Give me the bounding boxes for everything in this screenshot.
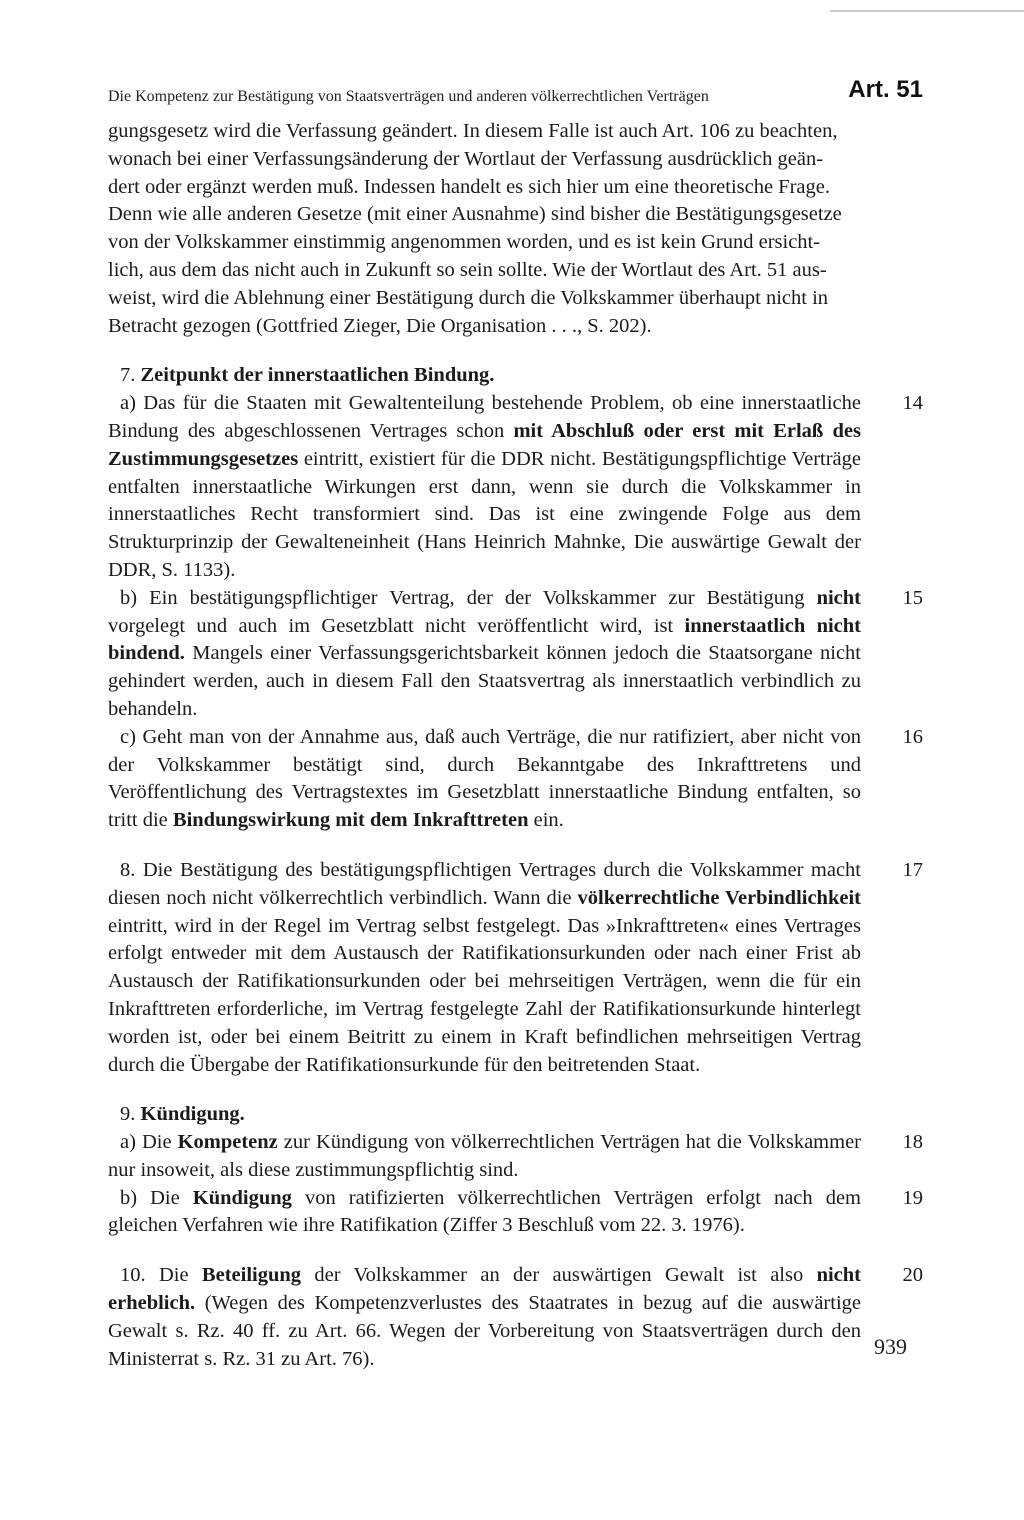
- text-line: gungsgesetz wird die Verfassung geändert. In diesem Falle ist auch Art. 106 zu beachten,: [108, 120, 838, 142]
- emphasis-text: Bindungswirkung mit dem Inkrafttreten: [172, 809, 529, 832]
- margin-number: 17: [902, 858, 923, 881]
- paragraph-7b: [108, 585, 923, 724]
- emphasis-text: oder erst: [643, 419, 726, 442]
- text-line: dert oder ergänzt werden muß. Indessen handelt es sich hier um eine theoretische Frage.: [108, 175, 830, 198]
- emphasis-text: Kündigung: [192, 1186, 292, 1209]
- paragraph-text: c) Geht man von der Annahme aus, daß auch Verträge, die nur ratifiziert, aber nicht von der Volkskammer bestätigt sind, durch Bekanntgabe des Inkrafttretens und Veröffentlichung des Vertragstextes im Gesetzblatt innerstaatliche Bindung entfalten, so tritt die: [108, 725, 861, 832]
- intro-paragraph: [108, 118, 923, 340]
- paragraph-7c: [108, 724, 923, 835]
- paragraph-text: 10. Die: [120, 1264, 189, 1287]
- margin-number: 18: [902, 1131, 923, 1154]
- text-line: lich, aus dem das nicht auch in Zukunft so sein sollte. Wie der Wortlaut des Art. 51 aus-: [108, 258, 827, 281]
- page-body: [108, 118, 923, 1373]
- paragraph-9b: [108, 1185, 923, 1241]
- emphasis-text: nicht erheblich.: [108, 1264, 862, 1315]
- text-line: Betracht gezogen (Gottfried Zieger, Die Organisation . . ., S. 202).: [108, 314, 652, 337]
- emphasis-text: mit Abschluß: [513, 419, 635, 442]
- section-9-heading: [108, 1101, 923, 1129]
- paragraph-text: b) Ein bestätigungspflichtiger Vertrag, der der Volkskammer zur Bestätigung: [120, 586, 805, 609]
- article-label: Art. 51: [848, 76, 923, 103]
- paragraph-text: Mangels einer Verfassungsgerichtsbarkeit können jedoch die Staatsorgane nicht gehindert werden, auch in diesem Fall den Staatsvertrag als innerstaatlich verbindlich zu behandeln.: [108, 642, 861, 720]
- margin-number: 16: [902, 725, 923, 748]
- paragraph-text: 8. Die Bestätigung des bestätigungspflichtigen Vertrages durch die Volkskammer macht diesen noch nicht völkerrechtlich verbindlich. Wann die: [108, 858, 861, 909]
- paragraph-text: a) Das für die Staaten mit Gewaltenteilung bestehende Problem, ob eine innerstaatliche Bindung des abgeschlossenen Vertrages schon: [108, 392, 861, 442]
- margin-number: 15: [902, 586, 923, 609]
- paragraph-8: [108, 857, 923, 1079]
- paragraph-text: zur Kündigung von völkerrechtlichen Verträgen hat die Volkskammer nur insoweit, als diese zustimmungspflichtig sind.: [108, 1131, 862, 1181]
- section-heading: Zeitpunkt der innerstaatlichen Bindung.: [140, 364, 495, 387]
- section-heading: Kündigung.: [140, 1103, 245, 1126]
- paragraph-text: ein.: [533, 809, 564, 832]
- emphasis-text: Kompetenz: [177, 1131, 278, 1154]
- margin-number: 19: [902, 1186, 923, 1209]
- emphasis-text: völkerrechtliche Verbindlichkeit: [577, 886, 861, 909]
- emphasis-text: mit Erlaß des Zustimmungsgesetzes: [108, 419, 862, 470]
- paragraph-text: (Wegen des Kompetenzverlustes des Staatrates in bezug auf die auswärtige Gewalt s. Rz. 40 ff. zu Art. 66. Wegen der Vorbereitung von Staatsverträgen durch den Ministerrat s. Rz. 31 zu Art. 76).: [108, 1292, 861, 1370]
- text-line: Denn wie alle anderen Gesetze (mit einer Ausnahme) sind bisher die Bestätigungsgesetze: [108, 203, 842, 226]
- text-line: wonach bei einer Verfassungsänderung der Wortlaut der Verfassung ausdrücklich geän-: [108, 147, 824, 170]
- emphasis-text: innerstaatlich nicht bindend.: [108, 614, 861, 665]
- section-number: 7.: [120, 364, 136, 387]
- margin-number: 20: [902, 1264, 923, 1287]
- page-number: 939: [874, 1334, 907, 1359]
- top-edge-rule: [830, 10, 1024, 12]
- paragraph-text: der Volkskammer an der auswärtigen Gewalt ist also: [314, 1264, 804, 1287]
- paragraph-7a: [108, 390, 923, 585]
- emphasis-text: Beteiligung: [201, 1264, 302, 1287]
- paragraph-10: [108, 1262, 923, 1373]
- paragraph-text: a) Die: [120, 1131, 172, 1154]
- running-title: Die Kompetenz zur Bestätigung von Staatsverträgen und anderen völkerrechtlichen Verträgen: [108, 88, 709, 105]
- emphasis-text: nicht: [816, 586, 862, 609]
- paragraph-text: von ratifizierten völkerrechtlichen Verträgen erfolgt nach dem gleichen Verfahren wie ihre Ratifikation (Ziffer 3 Beschluß vom 22. 3. 1976).: [108, 1186, 861, 1237]
- paragraph-text: eintritt, existiert für die DDR nicht. Bestätigungspflichtige Verträge entfalten innerstaatliche Wirkungen erst dann, wenn sie durch die Volkskammer in innerstaatliches Recht transformiert sind. Das ist eine zwingende Folge aus dem Strukturprinzip der Gewalteneinheit (Hans Heinrich Mahnke, Die auswärtige Gewalt der DDR, S. 1133).: [108, 447, 861, 581]
- text-line: von der Volkskammer einstimmig angenommen worden, und es ist kein Grund ersicht-: [108, 231, 821, 254]
- text-line: weist, wird die Ablehnung einer Bestätigung durch die Volkskammer überhaupt nicht in: [108, 286, 829, 309]
- section-number: 9.: [120, 1103, 136, 1126]
- paragraph-text: vorgelegt und auch im Gesetzblatt nicht veröffentlicht wird, ist: [108, 614, 674, 637]
- margin-number: 14: [902, 392, 923, 415]
- paragraph-text: eintritt, wird in der Regel im Vertrag selbst festgelegt. Das »Inkrafttreten« eines Vertrages erfolgt entweder mit dem Austausch der Ratifikationsurkunden oder nach einer Frist ab Austausch der Ratifikationsurkunden oder bei mehrseitigen Verträgen, wenn die für ein Inkrafttreten erforderliche, im Vertrag festgelegte Zahl der Ratifikationsurkunde hinterlegt worden ist, oder bei einem Beitritt zu einem in Kraft befindlichen mehrseitigen Vertrag durch die Übergabe der Ratifikationsurkunde für den beitretenden Staat.: [108, 914, 861, 1076]
- paragraph-9a: [108, 1129, 923, 1185]
- section-7-heading: [108, 362, 923, 390]
- running-header: [108, 76, 923, 112]
- paragraph-text: b) Die: [120, 1186, 180, 1209]
